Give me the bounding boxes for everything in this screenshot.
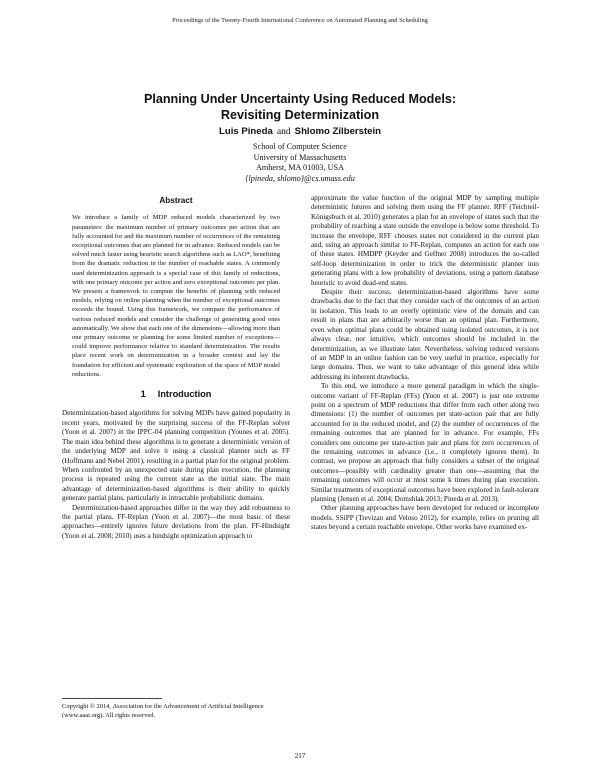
right-paragraph-4: Other planning approaches have been developed for reduced or incomplete models. SSiPP (Trevizan and Veloso 2012), for example, relies on pruning all states beyond a certain reachable envelope. Other works have examined ex-	[311, 504, 539, 532]
affiliation	[0, 142, 600, 184]
copyright-footnote: Copyright © 2014, Association for the Advancement of Artificial Intelligence (www.aaai.org). All rights reserved.	[62, 703, 264, 719]
left-column	[62, 196, 290, 541]
abstract-text: We introduce a family of MDP reduced models characterized by two parameters: the maximum number of primary outcomes per action that are fully accounted for and the maximum number of occurrences of the remaining exceptional outcomes that are planned for in advance. Reduced models can be solved much faster using heuristic search algorithms such as LAO*, benefiting from the dramatic reduction in the number of reachable states. A commonly used determinization approach is a special case of this family of reductions, with one primary outcome per action and zero exceptional outcomes per plan. We present a framework to compute the benefits of planning with reduced models, relying on online planning when the number of exceptional outcomes exceeds the bound. Using this framework, we compare the performance of various reduced models and consider the challenge of generating good ones automatically. We show that each one of the dimensions—allowing more than one primary outcome or planning for some limited number of exceptions—could improve performance relative to standard determinization. The results place recent work on determinization in a broader context and lay the foundation for efficient and systematic exploration of the space of MDP model reductions.	[72, 214, 280, 378]
right-paragraph-3: To this end, we introduce a more general paradigm in which the single-outcome variant of FF-Replan (FFs) (Yoon et al. 2007) is just one extreme point on a spectrum of MDP reductions that differ from each other along two dimensions: (1) the number of outcomes per state-action pair that are fully accounted for in the reduced model, and (2) the number of occurrences of the remaining outcomes that are planned for in advance. For example, FFs considers one outcome per state-action pair and plans for zero occurrences of the remaining outcomes in advance (i.e., it completely ignores them). In contrast, we propose an approach that fully considers a subset of the original outcomes—possibly with cardinality greater than one—assuming that the remaining outcomes will occur at most some k times during plan execution. Similar treatments of exceptional outcomes have been explored in fault-tolerant planning (Jensen et al. 2004; Domshlak 2013; Pineda et al. 2013).	[311, 382, 539, 503]
intro-paragraph-2: Determinization-based approaches differ in the way they add robustness to the partial plans. FF-Replan (Yoon et al. 2007)—the most basic of these approaches—entirely ignores future deviations from the plan. FF-Hindsight (Yoon et al. 2008; 2010) uses a hindsight optimization approach to	[62, 503, 290, 540]
paper-title	[0, 91, 600, 123]
title-line-2: Revisiting Determinization	[220, 108, 380, 122]
right-column	[311, 194, 539, 533]
right-paragraph-1: approximate the value function of the original MDP by sampling multiple deterministic futures and solving them using the FF planner. RFF (Teichteil-Königsbuch et al. 2010) generates a plan for an envelope of states such that the probability of reaching a state outside the envelope is below some threshold. To increase the envelope, RFF chooses states not considered in the current plan and, using an approach similar to FF-Replan, computes an action for each one of these states. HMDPP (Keyder and Geffner 2008) introduces the so-called self-loop determinization in order to trick the deterministic planner into generating plans with a low probability of deviations, using a pattern database heuristic to avoid dead-end states.	[311, 194, 539, 287]
section-heading-introduction	[62, 390, 290, 399]
intro-paragraph-1: Determinization-based algorithms for solving MDPs have gained popularity in recent years, motivated by the surprising success of the FF-Replan solver (Yoon et al. 2007) in the IPPC-04 planning competition (Younes et al. 2005). The main idea behind these algorithms is to generate a deterministic version of the underlying MDP and solve it using a classical planner such as FF (Hoffmann and Nebel 2001), resulting in a partial plan for the original problem. When confronted by an unexpected state during plan execution, the planning process is repeated using the current state as the initial state. The main advantage of determinization-based algorithms is their ability to quickly generate partial plans, particularly in intractable probabilistic domains.	[62, 409, 290, 503]
right-paragraph-2: Despite their success, determinization-based algorithms have some drawbacks due to the fact that they consider each of the outcomes of an action in isolation. This leads to an overly optimistic view of the domain and can result in plans that are arbitrarily worse than an optimal plan. Furthermore, even when optimal plans could be obtained using isolated outcomes, it is not always clear, nor intuitive, which outcomes should be included in the determinization, as we illustrate later. Nevertheless, solving reduced versions of an MDP in an online fashion can be very useful in practice, especially for large domains. Thus, we want to take advantage of this general idea while addressing its inherent drawbacks.	[311, 288, 539, 381]
running-header: Proceedings of the Twenty-Fourth International Conference on Automated Planning and Scheduling	[172, 17, 428, 24]
title-line-1: Planning Under Uncertainty Using Reduced Models:	[143, 92, 457, 106]
section-number: 1	[140, 389, 146, 400]
affiliation-address: Amherst, MA 01003, USA	[255, 163, 345, 173]
author-list	[0, 126, 600, 137]
page-number: 217	[294, 752, 306, 760]
author-2: Shlomo Zilberstein	[294, 126, 382, 137]
section-title: Introduction	[157, 389, 212, 400]
footnote-rule	[62, 698, 162, 699]
affiliation-school: School of Computer Science	[253, 142, 347, 151]
affiliation-university: University of Massachusetts	[253, 152, 347, 162]
abstract-heading: Abstract	[159, 196, 193, 205]
author-emails: {lpineda, shlomo}@cs.umass.edu	[245, 173, 355, 183]
author-1: Luis Pineda	[218, 126, 273, 137]
author-conjunction: and	[276, 126, 291, 137]
